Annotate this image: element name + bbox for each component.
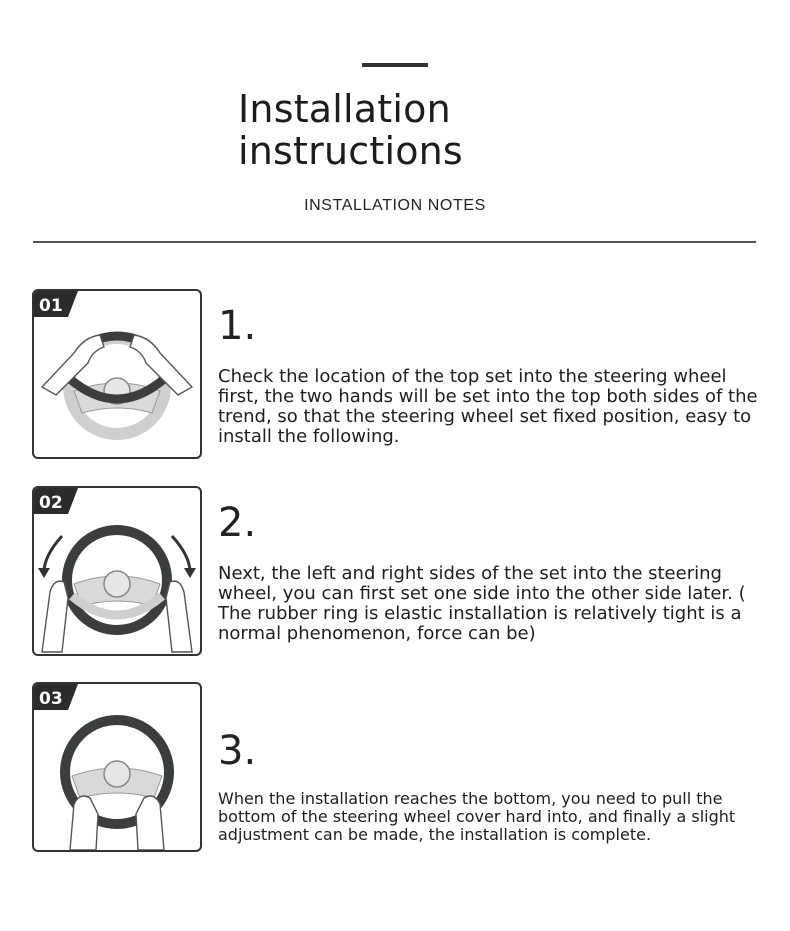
step-1 bbox=[32, 289, 762, 461]
page-title bbox=[238, 88, 463, 172]
step-3-badge: 03 bbox=[39, 689, 63, 709]
steering-wheel-icon bbox=[67, 530, 167, 630]
page-subtitle: INSTALLATION NOTES bbox=[304, 197, 486, 214]
step-2-illustration bbox=[32, 486, 202, 656]
title-line-2: instructions bbox=[238, 129, 463, 173]
step-1-illustration bbox=[32, 289, 202, 459]
header-accent-bar bbox=[362, 63, 428, 67]
step-1-number: 1. bbox=[218, 303, 257, 349]
step-1-badge: 01 bbox=[39, 296, 63, 316]
step-1-text: Check the location of the top set into the steering wheel first, the two hands will be set into the top both sides of the trend, so that the steering wheel set fixed position, easy to install the following. bbox=[218, 366, 758, 447]
step-2-badge: 02 bbox=[39, 493, 63, 513]
step-2-number: 2. bbox=[218, 500, 257, 546]
step-3-text: When the installation reaches the bottom, you need to pull the bottom of the steering wheel cover hard into, and finally a slight adjustment can be made, the installation is complete. bbox=[218, 789, 736, 844]
step-2 bbox=[32, 486, 762, 658]
step-3 bbox=[32, 682, 762, 854]
arrow-head-right bbox=[184, 568, 196, 578]
step-3-number: 3. bbox=[218, 728, 257, 774]
arrow-head-left bbox=[38, 568, 50, 578]
step-2-text: Next, the left and right sides of the set into the steering wheel, you can first set one side into the other side later. ( The rubber ring is elastic installation is relatively tight is a normal phenomenon, force can be) bbox=[218, 563, 746, 644]
title-line-1: Installation bbox=[238, 87, 451, 131]
header-divider bbox=[33, 241, 756, 243]
step-3-illustration bbox=[32, 682, 202, 852]
